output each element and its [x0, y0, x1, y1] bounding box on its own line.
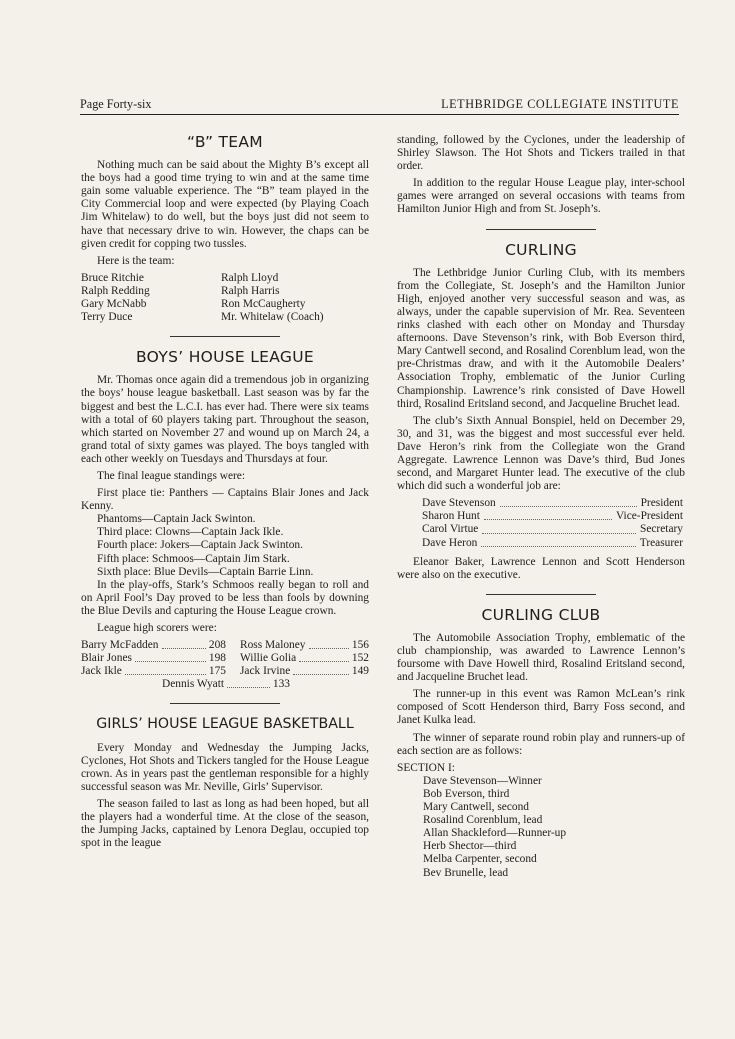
page-number: Page Forty-six: [80, 97, 152, 111]
list-item: Mary Cantwell, second: [423, 801, 529, 814]
header-rule: [80, 114, 679, 115]
section-list: [397, 775, 685, 880]
executive-list: [397, 497, 685, 549]
scorer-row: Dennis Wyatt 133: [162, 678, 290, 691]
standing-item: First place tie: Panthers — Captains Blair Jones and Jack Kenny.: [81, 487, 369, 513]
publication-title: LETHBRIDGE COLLEGIATE INSTITUTE: [441, 97, 679, 111]
girls-house-paragraph: Every Monday and Wednesday the Jumping Jacks, Cyclones, Hot Shots and Tickers tangled for the House League crown. As in years past the gentleman responsible for a highly successful season was Mr. Neville, Girls’ Supervisor.: [81, 741, 369, 793]
girls-house-continued: standing, followed by the Cyclones, under the leadership of Shirley Slawson. The Hot Shots and Tickers trailed in that order.: [397, 134, 685, 173]
right-column: [397, 134, 685, 880]
roster-name: Gary McNabb: [81, 298, 147, 311]
section-divider: [486, 229, 596, 230]
scorer-row: Ross Maloney 156: [240, 639, 369, 652]
league-standings: [81, 487, 369, 579]
scorer-row: Jack Irvine 149: [240, 665, 369, 678]
bonspiel-paragraph: The club’s Sixth Annual Bonspiel, held on December 29, 30, and 31, was the biggest and most successful ever held. Dave Heron’s rink from the Collegiate won the Grand Aggregate. Lawrence Lennon was Dave’s third, Bud Jones second, and Margaret Hunter lead. The executive of the club which did such a wonderful job are:: [397, 414, 685, 493]
standing-item: Sixth place: Blue Devils—Captain Barrie Linn.: [97, 565, 314, 578]
left-column: [81, 126, 369, 854]
curling-title: CURLING: [505, 240, 577, 259]
high-scorers: [81, 639, 369, 678]
scorer-row: Blair Jones 198: [81, 652, 226, 665]
executive-note: Eleanor Baker, Lawrence Lennon and Scott Henderson were also on the executive.: [397, 555, 685, 581]
curling-club-paragraph: The Automobile Association Trophy, emblematic of the club championship, was awarded to Lawrence Lennon’s foursome with Dave Howell third, Rosalind Eritsland second, and Jacqueline Bruchet lead.: [397, 631, 685, 684]
round-robin-paragraph: The winner of separate round robin play and runners-up of each section are as follows:: [397, 731, 685, 757]
standing-item: Fourth place: Jokers—Captain Jack Swinton.: [97, 539, 303, 552]
list-item: Rosalind Corenblum, lead: [423, 814, 543, 827]
roster-name: Ron McCaugherty: [221, 298, 306, 311]
roster-name: Bruce Ritchie: [81, 271, 144, 284]
b-team-title: “B” TEAM: [187, 133, 263, 151]
roster-name: Ralph Lloyd: [221, 271, 279, 284]
list-item: Bev Brunelle, lead: [423, 866, 509, 879]
executive-row: Sharon Hunt Vice-President: [422, 510, 683, 523]
curling-paragraph: The Lethbridge Junior Curling Club, with its members from the Collegiate, St. Joseph’s and the Hamilton Junior High, enjoyed another very successful season and was, as always, under the capable supervision of Mr. Rea. Seventeen rinks clashed with each other on Monday and Thursday afternoons. Dave Stevenson’s rink, with Bob Everson third, Mary Cantwell second, and Rosalind Corenblum lead, won the pre-Christmas draw, and with it the Automobile Dealers’ Association Trophy, emblematic of the Junior Curling Championship. Lawrence’s rink consisted of Dave Howell third, Rosalind Eritsland second, and Jacqueline Bruchet lead.: [397, 266, 685, 410]
scorers-intro: League high scorers were:: [97, 622, 217, 634]
standing-item: Fifth place: Schmoos—Captain Jim Stark.: [97, 552, 290, 565]
list-item: Dave Stevenson—Winner: [423, 774, 542, 787]
roster-name: Terry Duce: [81, 311, 133, 324]
boys-house-paragraph: Mr. Thomas once again did a tremendous job in organizing the boys’ house league basketball. Last season was by far the biggest and best the L.C.I. has ever had. There were six teams with a total of 60 players taking part. Throughout the season, which started on November 27 and wound up on March 24, a grand total of sixty games was played. The boys tangled with each other weekly on Tuesdays and Thursdays at four.: [81, 374, 369, 465]
section-divider: [170, 336, 280, 337]
standings-intro: The final league standings were:: [97, 469, 246, 482]
section-label: SECTION I:: [397, 761, 455, 774]
list-item: Melba Carpenter, second: [423, 853, 537, 866]
b-team-roster: [81, 272, 369, 324]
girls-house-paragraph-2: The season failed to last as long as had been hoped, but all the players had a wonderful time. At the close of the season, the Jumping Jacks, captained by Lenora Deglau, occupied top spot in the league: [81, 797, 369, 850]
boys-house-title: BOYS’ HOUSE LEAGUE: [136, 348, 314, 367]
executive-row: Dave Stevenson President: [422, 497, 683, 510]
playoffs-paragraph: In the play-offs, Stark’s Schmoos really began to roll and on April Fool’s Day proved to be less than fools by downing the Blue Devils and capturing the House League crown.: [81, 578, 369, 617]
page-header: [80, 97, 679, 113]
standing-item: Phantoms—Captain Jack Swinton.: [97, 513, 256, 526]
b-team-intro: Here is the team:: [97, 254, 175, 267]
list-item: Bob Everson, third: [423, 787, 510, 800]
roster-name: Ralph Redding: [81, 284, 150, 297]
b-team-paragraph: Nothing much can be said about the Mighty B’s except all the boys had a good time trying to win and at the same time gain some valuable experience. The “B” team played in the City Commercial loop and were expected (by Playing Coach Jim Whitelaw) to do well, but the boys just did not seem to have that necessary drive to win. However, the chaps can be given credit for copping two tussles.: [81, 159, 369, 250]
runner-up-paragraph: The runner-up in this event was Ramon McLean’s rink composed of Scott Henderson third, Barry Foss second, and Janet Kulka lead.: [397, 688, 685, 727]
girls-house-title: GIRLS’ HOUSE LEAGUE BASKETBALL: [96, 716, 354, 733]
list-item: Allan Shackleford—Runner-up: [423, 827, 567, 840]
standing-item: Third place: Clowns—Captain Jack Ikle.: [97, 526, 284, 539]
section-divider: [170, 703, 280, 704]
scorer-row: Jack Ikle 175: [81, 665, 226, 678]
scorer-row: Barry McFadden 208: [81, 639, 226, 652]
scorer-row: Willie Golia 152: [240, 652, 369, 665]
roster-name: Mr. Whitelaw (Coach): [221, 311, 324, 324]
executive-row: Carol Virtue Secretary: [422, 523, 683, 536]
roster-name: Ralph Harris: [221, 284, 280, 297]
list-item: Herb Shector—third: [423, 840, 517, 853]
girls-house-interschool: In addition to the regular House League play, inter-school games were arranged on several occasions with teams from Hamilton Junior High and from St. Joseph’s.: [397, 177, 685, 216]
executive-row: Dave Heron Treasurer: [422, 536, 683, 549]
section-divider: [486, 594, 596, 595]
curling-club-title: CURLING CLUB: [481, 605, 601, 624]
